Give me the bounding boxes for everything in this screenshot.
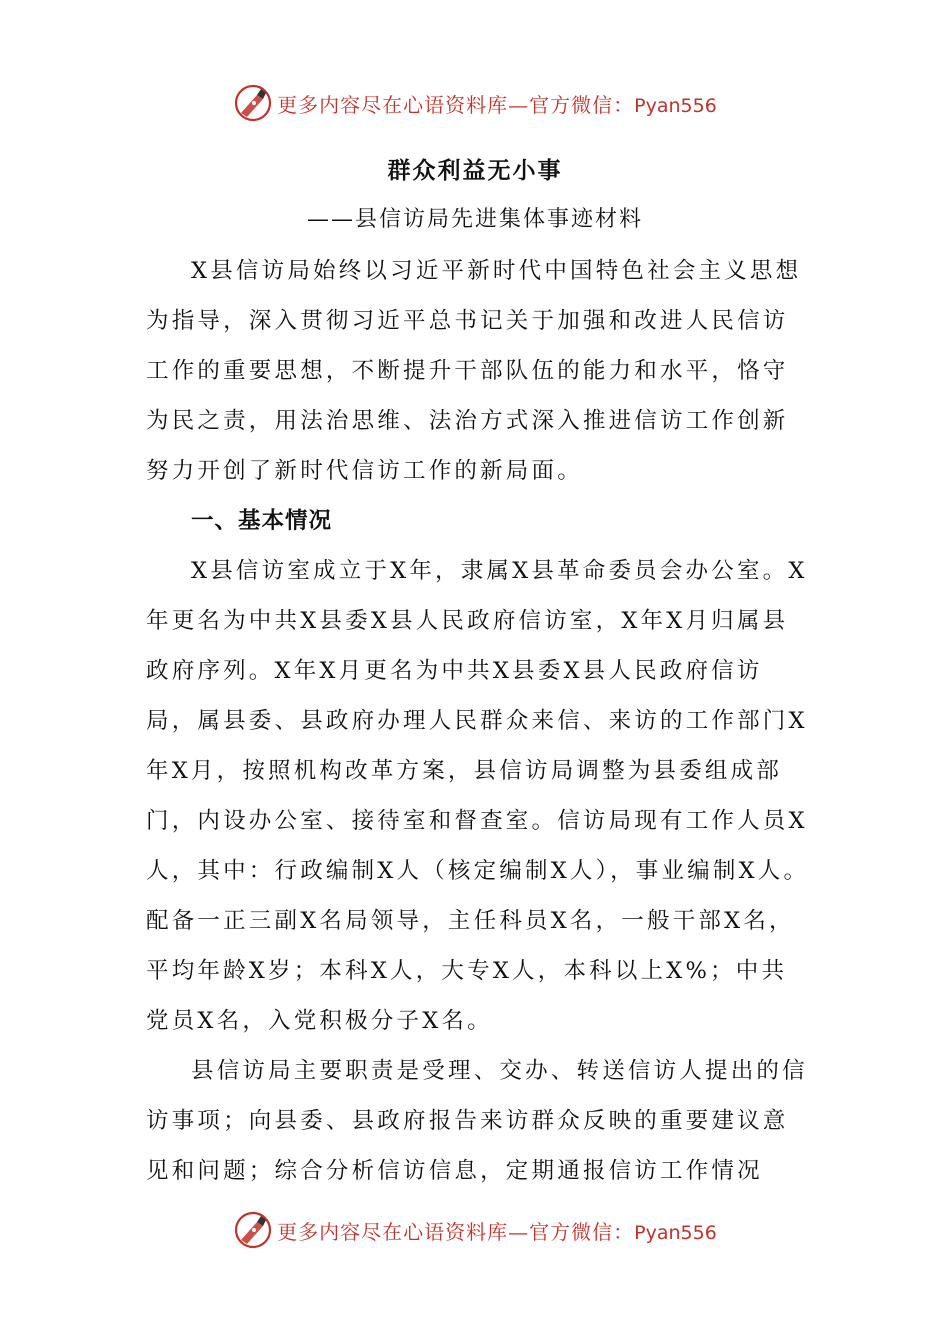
document-body — [146, 246, 811, 1196]
footer-watermark-banner — [0, 1205, 950, 1255]
section-heading-basic-situation: 一、基本情况 — [191, 508, 333, 534]
body-paragraph: 县信访局主要职责是受理、交办、转送信访人提出的信访事项；向县委、县政府报告来访群众反映的重要建议意见和问题；综合分析信访信息，定期通报信访工作情况 — [146, 1058, 808, 1184]
pen-nib-logo-icon — [233, 1210, 273, 1250]
header-watermark-banner — [0, 78, 950, 128]
pen-nib-logo-icon — [233, 83, 273, 123]
watermark-text: 更多内容尽在心语资料库—官方微信：Pyan556 — [277, 1219, 717, 1244]
body-paragraph: X县信访室成立于X年，隶属X县革命委员会办公室。X年更名为中共X县委X县人民政府信访室，X年X月归属县政府序列。X年X月更名为中共X县委X县人民政府信访局，属县委、县政府办理人民群众来信、来访的工作部门X年X月，按照机构改革方案，县信访局调整为县委组成部门，内设办公室、接待室和督查室。信访局现有工作人员X人，其中：行政编制X人（核定编制X人），事业编制X人。配备一正三副X名局领导，主任科员X名，一般干部X名，平均年龄X岁；本科X人，大专X人，本科以上X%；中共党员X名，入党积极分子X名。 — [146, 558, 810, 1034]
wechat-id: Pyan556 — [634, 94, 717, 117]
document-subtitle: ——县信访局先进集体事迹材料 — [306, 207, 643, 232]
watermark-text: 更多内容尽在心语资料库—官方微信：Pyan556 — [277, 92, 717, 117]
wechat-id: Pyan556 — [634, 1221, 717, 1244]
document-title: 群众利益无小事 — [387, 158, 563, 184]
intro-paragraph: X县信访局始终以习近平新时代中国特色社会主义思想为指导，深入贯彻习近平总书记关于加强和改进人民信访工作的重要思想，不断提升干部队伍的能力和水平，恪守为民之责，用法治思维、法治方式深入推进信访工作创新努力开创了新时代信访工作的新局面。 — [146, 258, 802, 484]
